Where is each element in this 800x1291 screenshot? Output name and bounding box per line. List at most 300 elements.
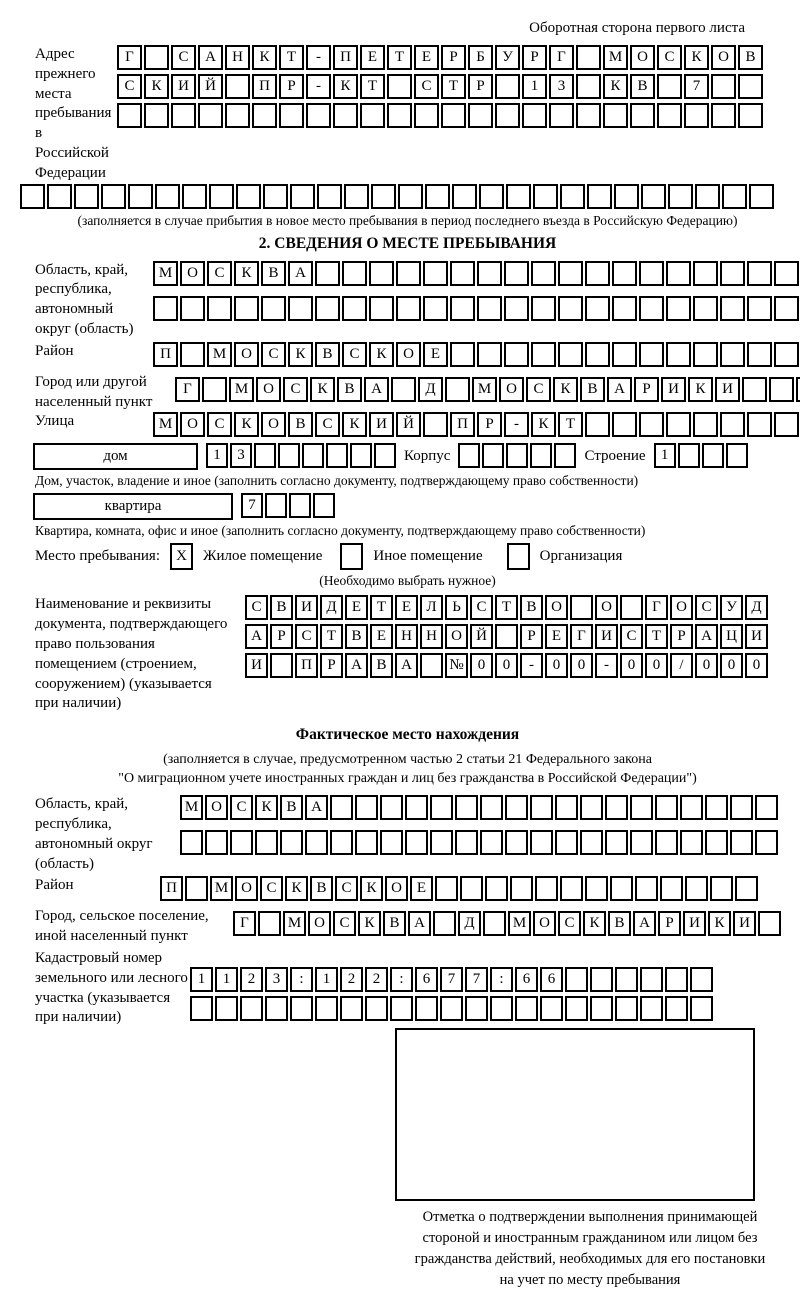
char-cell: Р <box>634 377 659 402</box>
char-cell <box>585 342 610 367</box>
char-cell <box>371 184 396 209</box>
char-cell: М <box>210 876 233 901</box>
char-cell <box>558 342 583 367</box>
char-cell <box>278 443 300 468</box>
char-cell <box>225 74 250 99</box>
fact-caption-line2: "О миграционном учете иностранных граждан и лиц без гражданства в Российской Федерации") <box>118 771 697 787</box>
char-cell <box>180 830 203 855</box>
char-cell: Т <box>441 74 466 99</box>
char-cell: Г <box>175 377 200 402</box>
char-cell: Е <box>410 876 433 901</box>
char-cell: - <box>306 74 331 99</box>
char-cell <box>558 296 583 321</box>
char-cell <box>263 184 288 209</box>
char-cell: 2 <box>340 967 363 992</box>
char-cell: С <box>414 74 439 99</box>
char-cell <box>665 996 688 1021</box>
char-cell: 0 <box>695 653 718 678</box>
char-cell <box>255 830 278 855</box>
char-cell: К <box>333 74 358 99</box>
char-cell <box>720 342 745 367</box>
char-cell: О <box>385 876 408 901</box>
char-cell: 6 <box>540 967 563 992</box>
char-cell: Й <box>396 412 421 437</box>
char-cell: Б <box>468 45 493 70</box>
char-cell <box>655 830 678 855</box>
char-cell: Р <box>279 74 304 99</box>
char-cell: С <box>695 595 718 620</box>
char-cell: Й <box>198 74 223 99</box>
char-cell <box>153 296 178 321</box>
char-cell: К <box>234 261 259 286</box>
dom-caption: Дом, участок, владение и иное (заполнить согласно документу, подтверждающему право собственности) <box>35 473 639 489</box>
char-cell: С <box>470 595 493 620</box>
field-ulitsa <box>35 412 780 441</box>
char-cell <box>612 412 637 437</box>
char-cell <box>504 342 529 367</box>
char-cell: К <box>252 45 277 70</box>
char-cell: Р <box>477 412 502 437</box>
char-cell <box>117 103 142 128</box>
char-cell <box>433 911 456 936</box>
char-cell: П <box>153 342 178 367</box>
char-cell: В <box>315 342 340 367</box>
char-cell <box>565 996 588 1021</box>
char-cell <box>365 996 388 1021</box>
char-cell <box>342 261 367 286</box>
char-cell <box>685 876 708 901</box>
char-cell <box>396 261 421 286</box>
char-cell <box>639 296 664 321</box>
char-cell <box>585 876 608 901</box>
char-cell <box>185 876 208 901</box>
char-cell: С <box>657 45 682 70</box>
option-org-label: Организация <box>539 548 623 565</box>
char-cell: Т <box>495 595 518 620</box>
checkbox-zhiloe <box>170 543 193 570</box>
char-cell: К <box>342 412 367 437</box>
char-cell: 0 <box>745 653 768 678</box>
char-cell: - <box>306 45 331 70</box>
char-cell: К <box>360 876 383 901</box>
char-cell: Е <box>414 45 439 70</box>
char-cell <box>482 443 504 468</box>
char-cell <box>720 296 745 321</box>
char-cell <box>234 296 259 321</box>
char-cell <box>430 795 453 820</box>
char-cell: Т <box>558 412 583 437</box>
cadastre-label: Кадастровый номер земельного или лесного участка (указывается при наличии) <box>35 949 188 1026</box>
char-cell <box>391 377 416 402</box>
char-cell <box>666 261 691 286</box>
char-cell <box>405 795 428 820</box>
char-cell <box>505 830 528 855</box>
char-cell <box>207 296 232 321</box>
char-cell <box>74 184 99 209</box>
kvartira-caption: Квартира, комната, офис и иное (заполнить согласно документу, подтверждающему право собственности) <box>35 523 646 539</box>
char-cell <box>465 996 488 1021</box>
char-cell <box>605 830 628 855</box>
char-cell <box>333 103 358 128</box>
char-cell <box>225 103 250 128</box>
char-cell <box>504 261 529 286</box>
char-cell <box>639 412 664 437</box>
char-cell <box>483 911 506 936</box>
char-cell: 0 <box>645 653 668 678</box>
char-cell: К <box>358 911 381 936</box>
char-cell: С <box>620 624 643 649</box>
char-cell <box>585 412 610 437</box>
char-cell: 3 <box>230 443 252 468</box>
char-cell <box>450 261 475 286</box>
checkbox-org <box>507 543 530 570</box>
char-cell <box>747 412 772 437</box>
char-cell <box>549 103 574 128</box>
fact-rayon-label: Район <box>35 877 74 894</box>
char-cell <box>630 103 655 128</box>
char-cell: О <box>545 595 568 620</box>
char-cell <box>554 443 576 468</box>
char-cell: С <box>117 74 142 99</box>
char-cell <box>374 443 396 468</box>
char-cell <box>711 103 736 128</box>
char-cell: П <box>160 876 183 901</box>
char-cell <box>530 443 552 468</box>
field-gorod <box>35 373 780 413</box>
char-cell <box>20 184 45 209</box>
char-cell: О <box>205 795 228 820</box>
char-cell <box>630 795 653 820</box>
char-cell <box>101 184 126 209</box>
char-cell <box>302 443 324 468</box>
char-cell <box>614 184 639 209</box>
char-cell <box>288 296 313 321</box>
char-cell: 3 <box>549 74 574 99</box>
char-cell <box>531 342 556 367</box>
char-cell <box>639 261 664 286</box>
char-cell <box>258 911 281 936</box>
char-cell <box>590 967 613 992</box>
char-cell <box>565 967 588 992</box>
char-cell: И <box>595 624 618 649</box>
char-cell <box>155 184 180 209</box>
char-cell: 1 <box>522 74 547 99</box>
char-cell: Д <box>745 595 768 620</box>
char-cell <box>369 261 394 286</box>
char-cell <box>387 103 412 128</box>
char-cell: М <box>153 261 178 286</box>
char-cell <box>289 493 311 518</box>
option-inoe-label: Иное помещение <box>373 548 483 565</box>
fact-oblast-label: Область, край, республика, автономный округ (область) <box>35 796 153 872</box>
char-cell <box>236 184 261 209</box>
char-cell <box>350 443 372 468</box>
char-cell: Р <box>441 45 466 70</box>
char-cell: М <box>472 377 497 402</box>
char-cell <box>774 342 799 367</box>
char-cell <box>612 342 637 367</box>
char-cell <box>171 103 196 128</box>
char-cell: О <box>670 595 693 620</box>
field-fact-gorod <box>35 907 780 947</box>
char-cell <box>702 443 724 468</box>
field-fact-oblast <box>35 795 780 874</box>
fact-gorod-label: Город, сельское поселение, иной населенный пункт <box>35 908 209 945</box>
char-cell: 7 <box>440 967 463 992</box>
prev-address-row1 <box>117 45 763 70</box>
char-cell <box>693 261 718 286</box>
char-cell: О <box>180 412 205 437</box>
char-cell: Е <box>345 595 368 620</box>
char-cell <box>468 103 493 128</box>
char-cell: С <box>283 377 308 402</box>
char-cell: О <box>235 876 258 901</box>
char-cell <box>477 261 502 286</box>
char-cell: : <box>390 967 413 992</box>
char-cell: И <box>245 653 268 678</box>
char-cell: Т <box>279 45 304 70</box>
char-cell <box>340 996 363 1021</box>
char-cell <box>657 74 682 99</box>
char-cell: В <box>280 795 303 820</box>
prev-address-caption: (заполняется в случае прибытия в новое место пребывания в период последнего въезда в Российскую Федерацию) <box>77 212 738 228</box>
fact-rayon-row <box>160 876 758 901</box>
stroenie-label: Строение <box>584 448 646 465</box>
char-cell: В <box>261 261 286 286</box>
char-cell <box>610 876 633 901</box>
char-cell <box>144 45 169 70</box>
char-cell <box>180 296 205 321</box>
char-cell: / <box>670 653 693 678</box>
char-cell: К <box>255 795 278 820</box>
char-cell: Е <box>370 624 393 649</box>
char-cell: В <box>580 377 605 402</box>
char-cell: А <box>345 653 368 678</box>
char-cell: Г <box>549 45 574 70</box>
char-cell <box>576 74 601 99</box>
char-cell: К <box>285 876 308 901</box>
field-mesto-type <box>35 543 780 570</box>
char-cell <box>128 184 153 209</box>
char-cell: А <box>245 624 268 649</box>
char-cell: П <box>252 74 277 99</box>
char-cell: Ь <box>445 595 468 620</box>
char-cell <box>315 261 340 286</box>
char-cell: О <box>234 342 259 367</box>
field-prev-address <box>35 45 780 184</box>
form-page <box>0 20 800 1291</box>
char-cell <box>435 876 458 901</box>
char-cell <box>774 412 799 437</box>
char-cell <box>344 184 369 209</box>
char-cell: А <box>305 795 328 820</box>
char-cell <box>531 296 556 321</box>
char-cell <box>742 377 767 402</box>
char-cell <box>585 261 610 286</box>
char-cell: С <box>261 342 286 367</box>
char-cell <box>455 830 478 855</box>
char-cell <box>560 876 583 901</box>
char-cell: С <box>335 876 358 901</box>
prev-address-row3 <box>117 103 763 128</box>
char-cell: С <box>245 595 268 620</box>
char-cell <box>420 653 443 678</box>
char-cell: Д <box>458 911 481 936</box>
char-cell: К <box>310 377 335 402</box>
mesto-label: Место пребывания: <box>35 548 160 565</box>
document-row2 <box>245 624 768 649</box>
char-cell: Р <box>670 624 693 649</box>
dom-cells <box>206 443 396 468</box>
char-cell: А <box>695 624 718 649</box>
document-row3 <box>245 653 768 678</box>
char-cell: И <box>661 377 686 402</box>
section2-heading: 2. СВЕДЕНИЯ О МЕСТЕ ПРЕБЫВАНИЯ <box>258 234 557 252</box>
char-cell: О <box>256 377 281 402</box>
char-cell: : <box>290 967 313 992</box>
char-cell <box>769 377 794 402</box>
char-cell <box>615 996 638 1021</box>
char-cell <box>668 184 693 209</box>
char-cell: А <box>607 377 632 402</box>
char-cell: П <box>333 45 358 70</box>
char-cell <box>758 911 781 936</box>
char-cell: У <box>720 595 743 620</box>
char-cell <box>720 261 745 286</box>
char-cell <box>730 795 753 820</box>
char-cell <box>495 103 520 128</box>
char-cell <box>506 443 528 468</box>
char-cell <box>202 377 227 402</box>
char-cell <box>666 342 691 367</box>
char-cell: 1 <box>315 967 338 992</box>
char-cell: В <box>288 412 313 437</box>
char-cell: Т <box>387 45 412 70</box>
char-cell <box>612 296 637 321</box>
korpus-cells <box>458 443 576 468</box>
char-cell <box>398 184 423 209</box>
char-cell <box>423 412 448 437</box>
char-cell <box>506 184 531 209</box>
char-cell <box>587 184 612 209</box>
char-cell <box>533 184 558 209</box>
char-cell: 6 <box>415 967 438 992</box>
char-cell <box>747 296 772 321</box>
char-cell: № <box>445 653 468 678</box>
char-cell <box>209 184 234 209</box>
field-dom <box>33 443 780 472</box>
char-cell <box>254 443 276 468</box>
char-cell <box>666 412 691 437</box>
char-cell <box>560 184 585 209</box>
char-cell <box>450 296 475 321</box>
char-cell <box>380 795 403 820</box>
char-cell <box>738 74 763 99</box>
char-cell <box>576 45 601 70</box>
char-cell <box>585 296 610 321</box>
char-cell <box>755 830 778 855</box>
char-cell: О <box>630 45 655 70</box>
prev-address-row2 <box>117 74 763 99</box>
char-cell: В <box>738 45 763 70</box>
char-cell <box>749 184 774 209</box>
char-cell <box>590 996 613 1021</box>
char-cell: П <box>295 653 318 678</box>
char-cell: А <box>633 911 656 936</box>
page-side-note: Оборотная сторона первого листа <box>529 20 745 36</box>
char-cell <box>747 342 772 367</box>
prev-address-label: Адрес прежнего места пребывания в Российской Федерации <box>35 46 112 181</box>
char-cell: К <box>553 377 578 402</box>
char-cell <box>693 342 718 367</box>
char-cell <box>240 996 263 1021</box>
char-cell: Й <box>470 624 493 649</box>
char-cell <box>558 261 583 286</box>
char-cell <box>796 377 800 402</box>
char-cell <box>531 261 556 286</box>
char-cell <box>47 184 72 209</box>
char-cell <box>315 296 340 321</box>
char-cell <box>774 261 799 286</box>
char-cell: Т <box>645 624 668 649</box>
field-kvartira <box>33 493 780 522</box>
char-cell <box>655 795 678 820</box>
char-cell <box>495 74 520 99</box>
char-cell <box>477 296 502 321</box>
char-cell: С <box>333 911 356 936</box>
ulitsa-label: Улица <box>35 413 75 430</box>
char-cell: Р <box>270 624 293 649</box>
char-cell: Г <box>233 911 256 936</box>
char-cell <box>755 795 778 820</box>
char-cell <box>580 830 603 855</box>
char-cell: - <box>504 412 529 437</box>
char-cell: О <box>595 595 618 620</box>
char-cell <box>530 830 553 855</box>
char-cell <box>640 996 663 1021</box>
char-cell: В <box>310 876 333 901</box>
char-cell: К <box>369 342 394 367</box>
char-cell <box>705 795 728 820</box>
rayon-row <box>153 342 799 367</box>
char-cell <box>458 443 480 468</box>
char-cell: К <box>708 911 731 936</box>
cadastre-row2 <box>190 996 713 1021</box>
char-cell: 1 <box>190 967 213 992</box>
char-cell <box>396 296 421 321</box>
char-cell: К <box>234 412 259 437</box>
char-cell <box>425 184 450 209</box>
field-cadastre <box>35 949 780 1028</box>
char-cell: О <box>180 261 205 286</box>
char-cell <box>726 443 748 468</box>
char-cell <box>576 103 601 128</box>
char-cell: М <box>180 795 203 820</box>
cadastre-row1 <box>190 967 713 992</box>
char-cell: И <box>733 911 756 936</box>
char-cell <box>710 876 733 901</box>
ulitsa-row <box>153 412 799 437</box>
char-cell: 2 <box>240 967 263 992</box>
char-cell: И <box>715 377 740 402</box>
char-cell <box>280 830 303 855</box>
char-cell: Г <box>645 595 668 620</box>
char-cell: Г <box>117 45 142 70</box>
char-cell: 6 <box>515 967 538 992</box>
char-cell: Н <box>420 624 443 649</box>
char-cell: К <box>583 911 606 936</box>
char-cell: Е <box>360 45 385 70</box>
